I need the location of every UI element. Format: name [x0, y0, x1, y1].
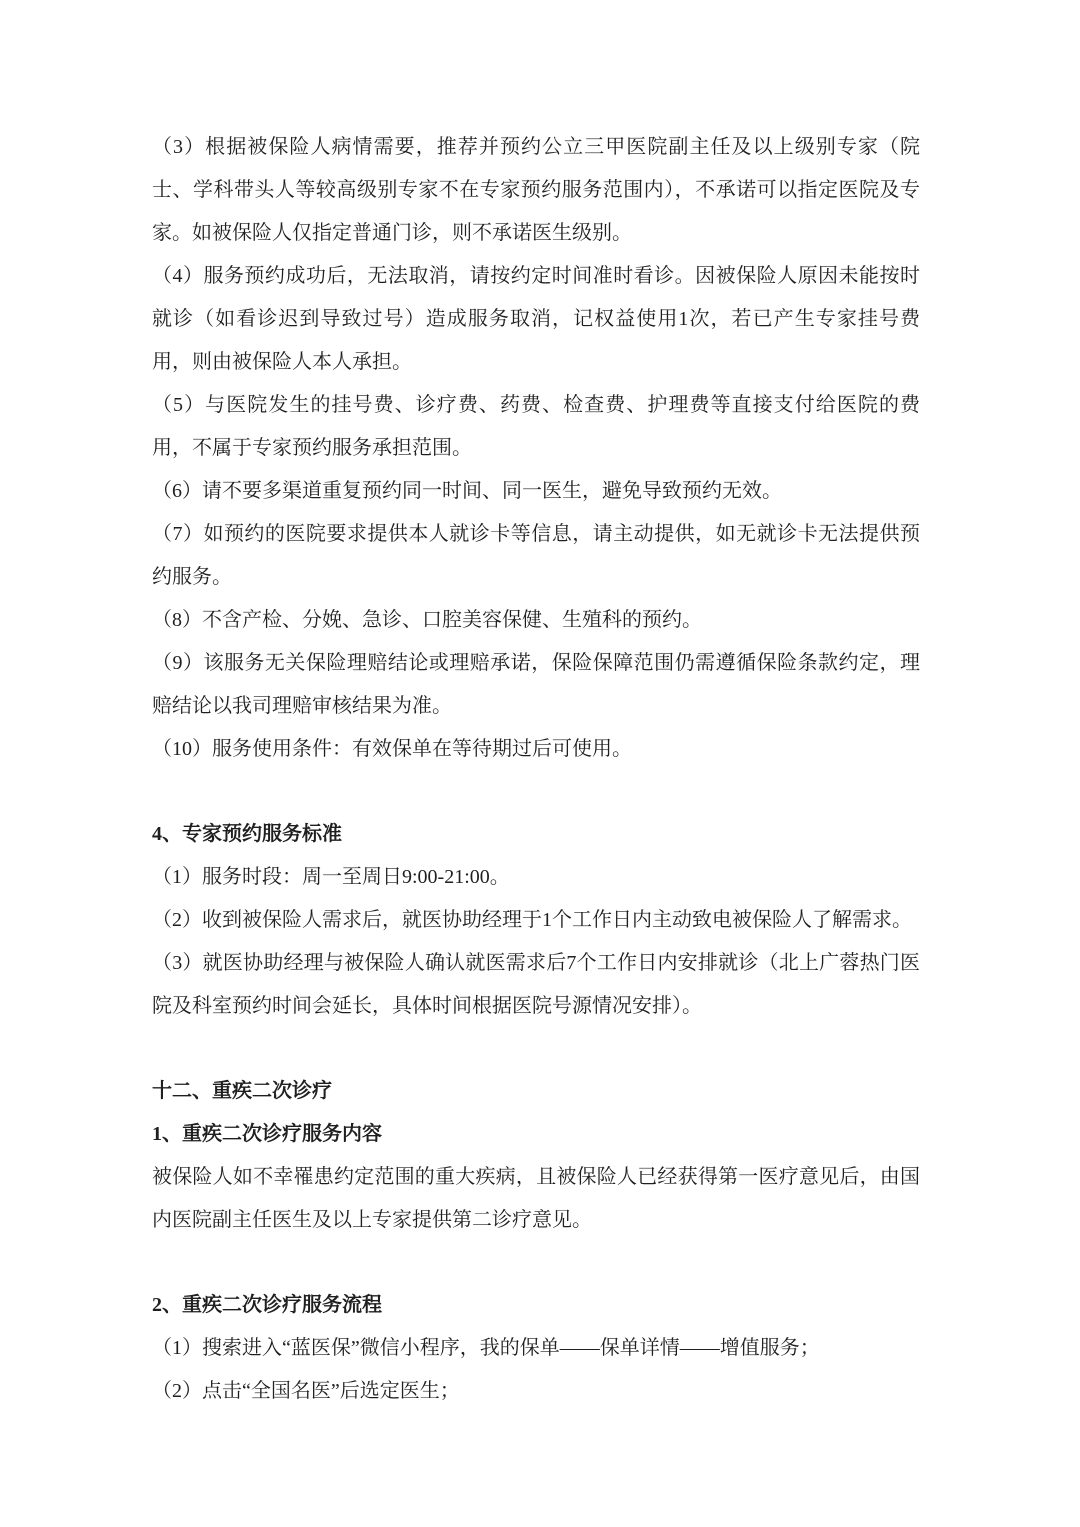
heading-second-opinion-process: 2、重疾二次诊疗服务流程 — [152, 1294, 382, 1316]
clause-expert-booking-3: （3）根据被保险人病情需要，推荐并预约公立三甲医院副主任及以上级别专家（院士、学科带头人等较高级别专家不在专家预约服务范围内），不承诺可以指定医院及专家。如被保险人仅指定普通门诊，则不承诺医生级别。 — [152, 136, 920, 244]
clause-process-step-2: （2）点击“全国名医”后选定医生； — [152, 1380, 460, 1402]
heading-expert-service-standard: 4、专家预约服务标准 — [152, 823, 342, 845]
clause-callback-within-1-day: （2）收到被保险人需求后，就医协助经理于1个工作日内主动致电被保险人了解需求。 — [152, 909, 912, 931]
clause-expert-booking-5: （5）与医院发生的挂号费、诊疗费、药费、检查费、护理费等直接支付给医院的费用，不属于专家预约服务承担范围。 — [152, 394, 920, 459]
clause-expert-booking-10: （10）服务使用条件：有效保单在等待期过后可使用。 — [152, 738, 632, 760]
clause-expert-booking-4: （4）服务预约成功后，无法取消，请按约定时间准时看诊。因被保险人原因未能按时就诊（如看诊迟到导致过号）造成服务取消，记权益使用1次，若已产生专家挂号费用，则由被保险人本人承担。 — [152, 265, 920, 373]
clause-process-step-1: （1）搜索进入“蓝医保”微信小程序，我的保单——保单详情——增值服务； — [152, 1337, 820, 1359]
heading-section-12-second-opinion: 十二、重疾二次诊疗 — [152, 1080, 332, 1102]
clause-expert-booking-6: （6）请不要多渠道重复预约同一时间、同一医生，避免导致预约无效。 — [152, 480, 782, 502]
clause-expert-booking-7: （7）如预约的医院要求提供本人就诊卡等信息，请主动提供，如无就诊卡无法提供预约服务。 — [152, 523, 920, 588]
clause-expert-booking-9: （9）该服务无关保险理赔结论或理赔承诺，保险保障范围仍需遵循保险条款约定，理赔结论以我司理赔审核结果为准。 — [152, 652, 920, 717]
clause-expert-booking-8: （8）不含产检、分娩、急诊、口腔美容保健、生殖科的预约。 — [152, 609, 702, 631]
heading-second-opinion-content: 1、重疾二次诊疗服务内容 — [152, 1123, 382, 1145]
page-content — [152, 126, 920, 1413]
clause-arrange-within-7-days: （3）就医协助经理与被保险人确认就医需求后7个工作日内安排就诊（北上广蓉热门医院及科室预约时间会延长，具体时间根据医院号源情况安排）。 — [152, 952, 920, 1017]
clause-second-opinion-description: 被保险人如不幸罹患约定范围的重大疾病，且被保险人已经获得第一医疗意见后，由国内医院副主任医生及以上专家提供第二诊疗意见。 — [152, 1166, 920, 1231]
clause-service-hours: （1）服务时段：周一至周日9:00-21:00。 — [152, 866, 510, 888]
